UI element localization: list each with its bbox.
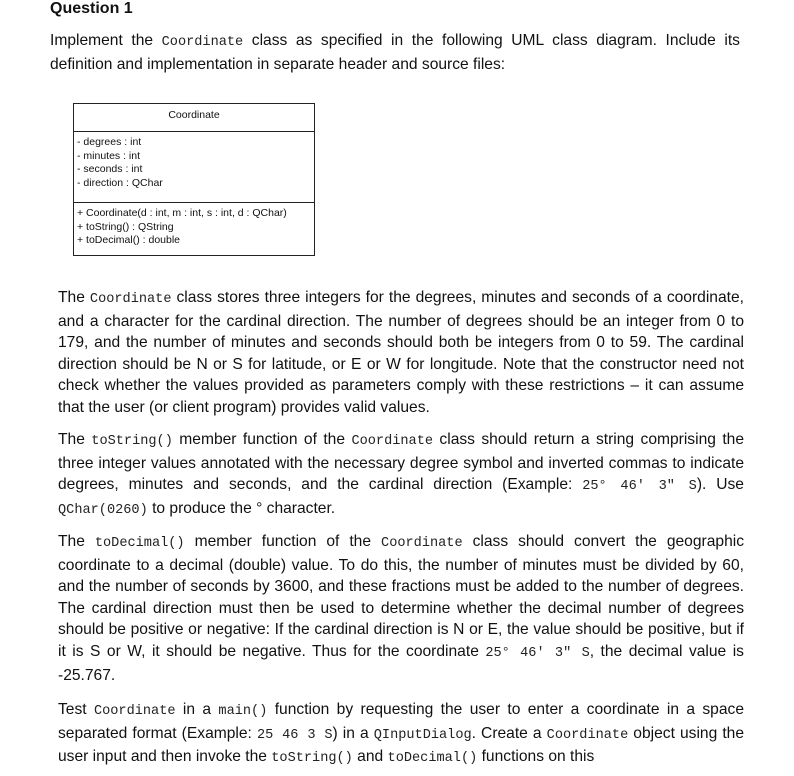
uml-attributes <box>74 132 314 203</box>
body-text: class stores three integers for the degrees, minutes and seconds of a coordinate, and a character for the cardinal direction. The number of degrees should be an integer from 0 to 179, and the number of minutes and seconds should both be integers from 0 to 59. The cardinal direction should be N or S for latitude, or E or W for longitude. Note that the constructor need not check whether the values provided as parameters comply with these restrictions – it can assume that the user (or client program) provides valid values. <box>58 289 744 416</box>
code-text: Coordinate <box>351 434 434 449</box>
code-text: toDecimal() <box>94 536 185 551</box>
body-text: member function of the <box>184 533 382 550</box>
body-text: ) in a <box>332 724 374 742</box>
uml-operation: + toDecimal() : double <box>77 234 181 246</box>
intro-paragraph <box>50 30 740 75</box>
paragraph-test-main <box>58 699 744 770</box>
code-text: 25° 46' 3" S <box>485 645 590 661</box>
uml-class-diagram <box>73 103 315 256</box>
body-text: The <box>58 431 92 448</box>
body-text: object using the user input and then invoke the <box>58 724 744 766</box>
body-text: function by requesting the user to enter a coordinate in a space separated format (Example: <box>58 701 744 742</box>
code-text: 25 46 3 S <box>256 727 333 743</box>
body-text: Implement the <box>50 32 162 49</box>
body-text: functions on this <box>477 748 595 766</box>
code-text: QChar(0260) <box>58 502 148 518</box>
body-text: . Create a <box>471 724 547 742</box>
uml-operation: + Coordinate(d : int, m : int, s : int, d : QChar) <box>77 207 287 219</box>
code-text: toString() <box>271 751 353 767</box>
code-text: Coordinate <box>546 727 629 743</box>
paragraph-tostring <box>58 429 744 521</box>
code-text: toDecimal() <box>387 751 478 767</box>
body-text: and <box>352 748 388 766</box>
uml-attribute: - seconds : int <box>77 163 143 175</box>
uml-class-name: Coordinate <box>74 104 314 132</box>
body-text: ). Use <box>696 476 744 494</box>
code-text: Coordinate <box>89 292 172 307</box>
body-text: , the decimal value is -25.767. <box>58 642 744 684</box>
body-text: in a <box>175 701 219 718</box>
uml-attribute: - degrees : int <box>77 136 142 148</box>
uml-attribute: - minutes : int <box>77 149 141 162</box>
uml-operations <box>74 203 314 255</box>
uml-operation: + toString() : QString <box>77 220 174 233</box>
paragraph-class-description <box>58 287 744 419</box>
body-text: class should return a string comprising the three integer values annotated with the necessary degree symbol and inverted commas to indicate degrees, minutes and seconds, and the cardinal direction (Example: <box>58 431 745 494</box>
body-text: The <box>58 533 95 550</box>
code-text: toString() <box>91 434 173 449</box>
body-text: to produce the ° character. <box>147 499 336 517</box>
code-text: main() <box>218 704 268 719</box>
code-text: Coordinate <box>93 704 176 719</box>
body-text: class as specified in the following UML class diagram. Include its definition and implementation in separate header and source files: <box>50 32 740 73</box>
body-text: Test <box>58 701 94 718</box>
body-text: The <box>58 289 90 306</box>
paragraph-todecimal <box>58 531 744 686</box>
question-title: Question 1 <box>50 0 133 17</box>
code-text: 25° 46' 3" S <box>582 479 697 495</box>
code-text: Coordinate <box>381 536 463 551</box>
body-text: class should convert the geographic coordinate to a decimal (double) value. To do this, the number of minutes must be divided by 60, and the number of seconds by 3600, and these fractions must be added to the number of degrees. The cardinal direction must then be used to determine whether the decimal number of degrees should be positive or negative: If the cardinal direction is N or E, the value should be positive, but if it is S or W, it should be negative. Thus for the coordinate <box>58 533 745 660</box>
code-text: QInputDialog <box>373 727 472 743</box>
body-text: member function of the <box>172 431 352 448</box>
code-text: Coordinate <box>161 35 244 50</box>
uml-attribute: - direction : QChar <box>77 176 163 189</box>
